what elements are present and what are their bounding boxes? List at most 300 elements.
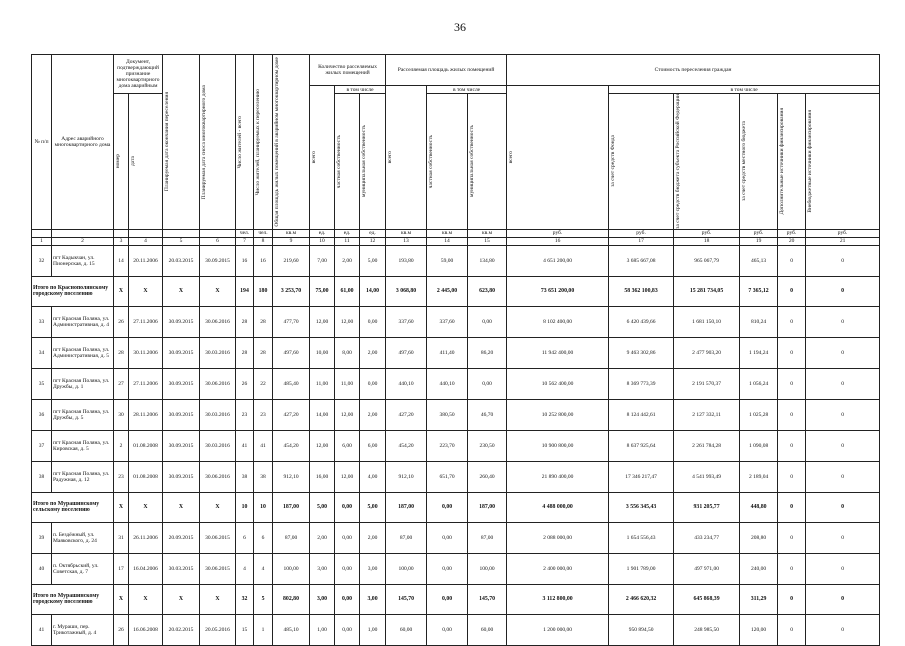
table-cell: 100,00 <box>468 553 507 584</box>
table-cell: 145,70 <box>468 584 507 614</box>
subtotal-label: Итого по Мурашинскому сельскому поселению <box>32 492 114 522</box>
table-cell: 2,00 <box>310 522 335 553</box>
table-cell: 8 124 442,61 <box>609 399 674 430</box>
table-cell: 645 868,39 <box>674 584 740 614</box>
table-cell: 0,00 <box>335 584 360 614</box>
table-cell: 28.11.2006 <box>129 399 163 430</box>
table-cell: 6,00 <box>335 430 360 461</box>
unit-cell <box>52 229 114 237</box>
table-cell: 248 985,50 <box>674 614 740 645</box>
table-cell: 1 200 000,00 <box>507 614 609 645</box>
col-number: 10 <box>310 237 335 245</box>
table-cell: 6 <box>236 522 254 553</box>
header-residents: Число жителей - всего <box>237 115 244 169</box>
table-cell: 30.06.2015 <box>200 522 236 553</box>
table-cell: 448,80 <box>740 492 778 522</box>
table-cell: 0,00 <box>335 522 360 553</box>
table-cell: 465,13 <box>740 245 778 276</box>
table-row <box>32 368 880 399</box>
table-cell: 28 <box>254 337 273 368</box>
resettlement-table <box>31 54 880 646</box>
col-number: 17 <box>609 237 674 245</box>
table-cell: 6,00 <box>360 430 386 461</box>
header-area-incl: в том числе <box>427 86 507 94</box>
table-cell: 3 556 345,43 <box>609 492 674 522</box>
table-cell: 2 127 332,11 <box>674 399 740 430</box>
table-cell: 8 369 773,39 <box>609 368 674 399</box>
header-cost-group: Стоимость переселения граждан <box>507 55 880 86</box>
table-cell: 454,20 <box>386 430 427 461</box>
table-cell: 20.11.2006 <box>129 245 163 276</box>
col-number: 14 <box>427 237 468 245</box>
table-cell: X <box>114 492 129 522</box>
header-doc-number: номер <box>115 154 121 169</box>
table-cell: 4 541 993,49 <box>674 461 740 492</box>
table-cell: 26.11.2006 <box>129 522 163 553</box>
table-cell: 965 067,79 <box>674 245 740 276</box>
unit-cell: ед. <box>335 229 360 237</box>
table-cell: 12,00 <box>335 399 360 430</box>
table-cell: 219,60 <box>273 245 310 276</box>
table-cell: 2 <box>114 430 129 461</box>
table-cell: 187,00 <box>386 492 427 522</box>
table-cell: 2 477 903,20 <box>674 337 740 368</box>
table-cell: 912,10 <box>273 461 310 492</box>
table-cell: 427,20 <box>386 399 427 430</box>
table-cell: 60,00 <box>386 614 427 645</box>
table-cell: 1 654 556,43 <box>609 522 674 553</box>
table-cell: 180 <box>254 276 273 306</box>
table-cell: 11 942 400,00 <box>507 337 609 368</box>
col-number: 16 <box>507 237 609 245</box>
header-area-group: Расселяемая площадь жилых помещений <box>386 55 507 86</box>
table-row <box>32 614 880 645</box>
header-additional: Дополнительные источники финансирования <box>779 108 786 215</box>
table-cell: 0,00 <box>335 614 360 645</box>
header-area-all: всего <box>387 151 394 164</box>
table-cell: 0 <box>806 584 880 614</box>
table-cell: 30.06.2016 <box>200 461 236 492</box>
table-cell: 10 900 800,00 <box>507 430 609 461</box>
table-cell: 9 463 302,86 <box>609 337 674 368</box>
table-cell: 30.09.2015 <box>163 430 200 461</box>
table-cell: X <box>200 492 236 522</box>
table-cell: 497 971,00 <box>674 553 740 584</box>
unit-cell: кв.м <box>273 229 310 237</box>
table-cell: 6 420 439,66 <box>609 306 674 337</box>
table-cell: 1,00 <box>360 614 386 645</box>
table-cell: 30.03.2015 <box>163 553 200 584</box>
table-cell: 5,00 <box>310 492 335 522</box>
table-cell: 38 <box>236 461 254 492</box>
table-cell: 21 890 400,00 <box>507 461 609 492</box>
table-cell: X <box>200 584 236 614</box>
table-cell: 30.09.2015 <box>163 306 200 337</box>
unit-cell <box>114 229 129 237</box>
table-cell: 35 <box>32 368 52 399</box>
table-cell: 3,00 <box>310 553 335 584</box>
table-cell: 2 466 620,32 <box>609 584 674 614</box>
table-cell: 0,00 <box>468 306 507 337</box>
table-cell: 30.06.2016 <box>200 368 236 399</box>
table-cell: 30.09.2015 <box>163 461 200 492</box>
col-number: 1 <box>32 237 52 245</box>
table-cell: 87,00 <box>468 522 507 553</box>
table-cell: 4 651 200,00 <box>507 245 609 276</box>
table-row <box>32 306 880 337</box>
address-cell: пгт Красная Поляна, ул. Дружбы, д. 5 <box>52 399 114 430</box>
table-cell: 454,20 <box>273 430 310 461</box>
col-number: 11 <box>335 237 360 245</box>
table-cell: 14,00 <box>360 276 386 306</box>
table-cell: 87,00 <box>386 522 427 553</box>
table-cell: 5 <box>254 584 273 614</box>
header-extra-budget: Внебюджетные источники финансирования <box>807 110 814 213</box>
table-cell: 10 252 800,00 <box>507 399 609 430</box>
table-cell: 0 <box>778 553 806 584</box>
table-cell: X <box>114 276 129 306</box>
table-cell: 12,00 <box>310 430 335 461</box>
table-cell: X <box>163 584 200 614</box>
table-cell: 912,10 <box>386 461 427 492</box>
table-cell: 427,20 <box>273 399 310 430</box>
table-cell: 230,50 <box>468 430 507 461</box>
table-cell: 27.11.2006 <box>129 368 163 399</box>
header-local: за счет средств местного бюджета <box>741 121 748 202</box>
address-cell: п. Бездёжный, ул. Маяковского, д. 24 <box>52 522 114 553</box>
table-cell: 10 <box>254 492 273 522</box>
table-cell: 0 <box>806 337 880 368</box>
table-cell: 41 <box>254 430 273 461</box>
table-cell: 2 191 570,37 <box>674 368 740 399</box>
table-cell: 0 <box>806 368 880 399</box>
table-cell: 34 <box>32 337 52 368</box>
table-row <box>32 522 880 553</box>
col-number: 6 <box>200 237 236 245</box>
table-cell: 1 025,28 <box>740 399 778 430</box>
table-cell: 26 <box>236 368 254 399</box>
table-cell: X <box>114 584 129 614</box>
header-rooms-private: частная собственность <box>336 134 343 188</box>
table-cell: 0,00 <box>427 614 468 645</box>
header-rooms-group: Количество расселяемых жилых помещений <box>310 55 386 86</box>
subtotal-row <box>32 492 880 522</box>
table-cell: 7,00 <box>310 245 335 276</box>
table-cell: 26 <box>114 306 129 337</box>
table-cell: 1 681 150,10 <box>674 306 740 337</box>
address-cell: г. Мураши, пер. Трикотажный, д. 4 <box>52 614 114 645</box>
table-cell: 1 194,24 <box>740 337 778 368</box>
table-cell: 38 <box>32 461 52 492</box>
table-cell: 810,24 <box>740 306 778 337</box>
table-cell: 3,00 <box>310 584 335 614</box>
table-cell: 20.05.2016 <box>200 614 236 645</box>
table-cell: 2 261 784,28 <box>674 430 740 461</box>
table-cell: 75,00 <box>310 276 335 306</box>
unit-cell: чел. <box>236 229 254 237</box>
unit-cell: кв.м <box>427 229 468 237</box>
table-cell: 0 <box>778 276 806 306</box>
table-cell: 12,00 <box>335 306 360 337</box>
table-cell: 8,00 <box>335 337 360 368</box>
table-cell: 0 <box>806 614 880 645</box>
table-cell: 0 <box>778 430 806 461</box>
table-cell: 0 <box>778 614 806 645</box>
table-cell: 440,10 <box>386 368 427 399</box>
table-cell: 2 400 000,00 <box>507 553 609 584</box>
table-cell: 30.09.2015 <box>163 368 200 399</box>
table-cell: X <box>129 492 163 522</box>
header-cost-incl: в том числе <box>609 86 880 94</box>
table-cell: 12,00 <box>310 306 335 337</box>
table-cell: 0 <box>806 522 880 553</box>
subtotal-row <box>32 584 880 614</box>
table-row <box>32 553 880 584</box>
table-cell: 2,00 <box>360 399 386 430</box>
header-area-municipal: муниципальная собственность <box>469 125 476 198</box>
table-cell: 2 088 000,00 <box>507 522 609 553</box>
table-cell: 193,80 <box>386 245 427 276</box>
table-cell: 4 <box>236 553 254 584</box>
table-cell: X <box>129 276 163 306</box>
table-cell: 23 <box>236 399 254 430</box>
col-number: 18 <box>674 237 740 245</box>
table-cell: 27.11.2006 <box>129 306 163 337</box>
table-row <box>32 461 880 492</box>
table-cell: 623,80 <box>468 276 507 306</box>
table-body <box>32 245 880 645</box>
table-cell: 59,00 <box>427 245 468 276</box>
table-cell: 0,00 <box>335 553 360 584</box>
header-cost-all: всего <box>508 151 515 164</box>
unit-cell <box>129 229 163 237</box>
unit-cell: руб. <box>740 229 778 237</box>
table-cell: 60,00 <box>468 614 507 645</box>
col-number: 9 <box>273 237 310 245</box>
column-numbers-row <box>32 237 880 245</box>
table-cell: 2,00 <box>360 337 386 368</box>
table-cell: 187,00 <box>273 492 310 522</box>
table-cell: 27 <box>114 368 129 399</box>
table-cell: 87,00 <box>273 522 310 553</box>
table-cell: 0,00 <box>468 368 507 399</box>
table-cell: 36 <box>32 399 52 430</box>
table-cell: 2 445,00 <box>427 276 468 306</box>
table-cell: X <box>163 492 200 522</box>
address-cell: п. Октябрьский, ул. Советская, д. 7 <box>52 553 114 584</box>
table-cell: 10 <box>236 492 254 522</box>
table-cell: 0 <box>806 245 880 276</box>
table-cell: 30.09.2015 <box>200 245 236 276</box>
table-cell: 39 <box>32 522 52 553</box>
table-cell: 337,60 <box>386 306 427 337</box>
table-cell: 26 <box>114 614 129 645</box>
table-cell: 931 205,77 <box>674 492 740 522</box>
table-cell: 1,00 <box>310 614 335 645</box>
address-cell: пгт Красная Поляна, ул. Административная, д. 4 <box>52 306 114 337</box>
table-cell: 58 362 100,83 <box>609 276 674 306</box>
table-cell: 0 <box>806 553 880 584</box>
table-cell: 0 <box>806 430 880 461</box>
table-cell: 28 <box>254 306 273 337</box>
table-cell: 477,70 <box>273 306 310 337</box>
table-cell: 1 901 789,00 <box>609 553 674 584</box>
unit-cell: ед. <box>360 229 386 237</box>
table-cell: X <box>200 276 236 306</box>
units-row <box>32 229 880 237</box>
table-cell: 3 112 800,00 <box>507 584 609 614</box>
table-cell: 2 189,04 <box>740 461 778 492</box>
table-cell: 14 <box>114 245 129 276</box>
col-number: 12 <box>360 237 386 245</box>
col-number: 21 <box>806 237 880 245</box>
table-cell: 38 <box>254 461 273 492</box>
table-cell: 23 <box>114 461 129 492</box>
table-cell: 14,00 <box>310 399 335 430</box>
table-cell: 0,00 <box>427 553 468 584</box>
table-cell: 20.02.2015 <box>163 614 200 645</box>
table-cell: 1 090,08 <box>740 430 778 461</box>
header-doc: Документ, подтверждающий признание многоквартирного дома аварийным <box>114 55 163 94</box>
table-cell: 0,00 <box>360 368 386 399</box>
table-cell: 46,70 <box>468 399 507 430</box>
header-rooms-incl: в том числе <box>335 86 386 94</box>
table-cell: 73 651 200,00 <box>507 276 609 306</box>
address-cell: пгт Красная Поляна, ул. Кировская, д. 5 <box>52 430 114 461</box>
header-address: Адрес аварийного многоквартирного дома <box>52 55 114 230</box>
col-number: 20 <box>778 237 806 245</box>
table-cell: 23 <box>254 399 273 430</box>
table-cell: 0 <box>806 276 880 306</box>
table-cell: 11,00 <box>310 368 335 399</box>
subtotal-label: Итого по Мурашинскому городскому поселению <box>32 584 114 614</box>
table-cell: 15 <box>236 614 254 645</box>
table-row <box>32 399 880 430</box>
unit-cell: ед. <box>310 229 335 237</box>
unit-cell <box>163 229 200 237</box>
table-cell: 30.03.2016 <box>200 337 236 368</box>
table-cell: 16.04.2006 <box>129 553 163 584</box>
table-cell: 411,40 <box>427 337 468 368</box>
address-cell: пгт Красная Поляна, ул. Дружбы, д. 1 <box>52 368 114 399</box>
table-cell: 240,00 <box>740 553 778 584</box>
table-cell: 337,60 <box>427 306 468 337</box>
table-cell: 433 234,77 <box>674 522 740 553</box>
table-cell: 6 <box>254 522 273 553</box>
address-cell: пгт Красная Поляна, ул. Административная, д. 5 <box>52 337 114 368</box>
table-cell: 187,00 <box>468 492 507 522</box>
table-cell: 802,80 <box>273 584 310 614</box>
table-row <box>32 245 880 276</box>
table-cell: 30.03.2016 <box>200 430 236 461</box>
table-cell: 2,00 <box>360 522 386 553</box>
unit-cell <box>200 229 236 237</box>
col-number: 15 <box>468 237 507 245</box>
table-cell: 4 488 000,00 <box>507 492 609 522</box>
table-cell: 8 102 400,00 <box>507 306 609 337</box>
table-cell: 11,00 <box>335 368 360 399</box>
table-cell: 145,70 <box>386 584 427 614</box>
table-cell: 100,00 <box>273 553 310 584</box>
table-cell: 3 068,80 <box>386 276 427 306</box>
table-cell: 3,00 <box>360 584 386 614</box>
table-cell: 28 <box>236 337 254 368</box>
table-cell: 440,10 <box>427 368 468 399</box>
table-cell: 22 <box>254 368 273 399</box>
table-cell: 20.03.2015 <box>163 245 200 276</box>
table-cell: 0,00 <box>427 584 468 614</box>
table-cell: 32 <box>236 584 254 614</box>
table-cell: 0,00 <box>427 522 468 553</box>
table-cell: 3,00 <box>360 553 386 584</box>
unit-cell: кв.м <box>468 229 507 237</box>
header-residents-to-move: Число жителей, планируемых к переселению <box>255 88 262 195</box>
table-cell: 1 056,24 <box>740 368 778 399</box>
table-cell: 30.09.2015 <box>163 399 200 430</box>
table-cell: 100,00 <box>386 553 427 584</box>
table-cell: 10 562 400,00 <box>507 368 609 399</box>
table-cell: 120,00 <box>740 614 778 645</box>
table-cell: 0 <box>778 337 806 368</box>
table-cell: 01.08.2008 <box>129 430 163 461</box>
table-cell: 260,40 <box>468 461 507 492</box>
header-total-area: Общая площадь жилых помещений в аварийном многоквартирном доме <box>274 57 281 227</box>
table-cell: 15 281 734,05 <box>674 276 740 306</box>
unit-cell: чел. <box>254 229 273 237</box>
table-cell: 20.09.2015 <box>163 522 200 553</box>
table-cell: 651,70 <box>427 461 468 492</box>
table-cell: 485,40 <box>273 368 310 399</box>
table-cell: 28 <box>114 337 129 368</box>
col-number: 5 <box>163 237 200 245</box>
table-cell: 32 <box>32 245 52 276</box>
table-cell: 30.11.2006 <box>129 337 163 368</box>
table-cell: 223,70 <box>427 430 468 461</box>
table-cell: 2,00 <box>335 245 360 276</box>
table-cell: 7 365,12 <box>740 276 778 306</box>
col-number: 3 <box>114 237 129 245</box>
table-cell: 0,00 <box>360 306 386 337</box>
col-number: 19 <box>740 237 778 245</box>
table-cell: X <box>129 584 163 614</box>
table-cell: 497,60 <box>386 337 427 368</box>
table-cell: 311,29 <box>740 584 778 614</box>
header-doc-date: дата <box>130 156 136 167</box>
table-cell: 16,00 <box>310 461 335 492</box>
table-cell: 30 <box>114 399 129 430</box>
unit-cell: руб. <box>507 229 609 237</box>
table-cell: 380,50 <box>427 399 468 430</box>
table-cell: 0 <box>806 399 880 430</box>
table-cell: 30.03.2016 <box>200 399 236 430</box>
header-subject: за счет средств бюджета субъекта Российской Федерации <box>675 94 682 229</box>
table-cell: 86,20 <box>468 337 507 368</box>
table-cell: 17 <box>114 553 129 584</box>
table-cell: 0 <box>806 461 880 492</box>
table-cell: 30.06.2016 <box>200 306 236 337</box>
table-cell: 16.06.2008 <box>129 614 163 645</box>
header-rooms-all: всего <box>311 151 318 164</box>
table-cell: 10,00 <box>310 337 335 368</box>
table-cell: 8 637 925,64 <box>609 430 674 461</box>
unit-cell: руб. <box>806 229 880 237</box>
table-cell: 194 <box>236 276 254 306</box>
table-cell: 0 <box>778 245 806 276</box>
unit-cell: руб. <box>674 229 740 237</box>
subtotal-label: Итого по Краснополянскому городскому поселению <box>32 276 114 306</box>
table-cell: 01.08.2008 <box>129 461 163 492</box>
table-cell: 30.09.2015 <box>163 337 200 368</box>
